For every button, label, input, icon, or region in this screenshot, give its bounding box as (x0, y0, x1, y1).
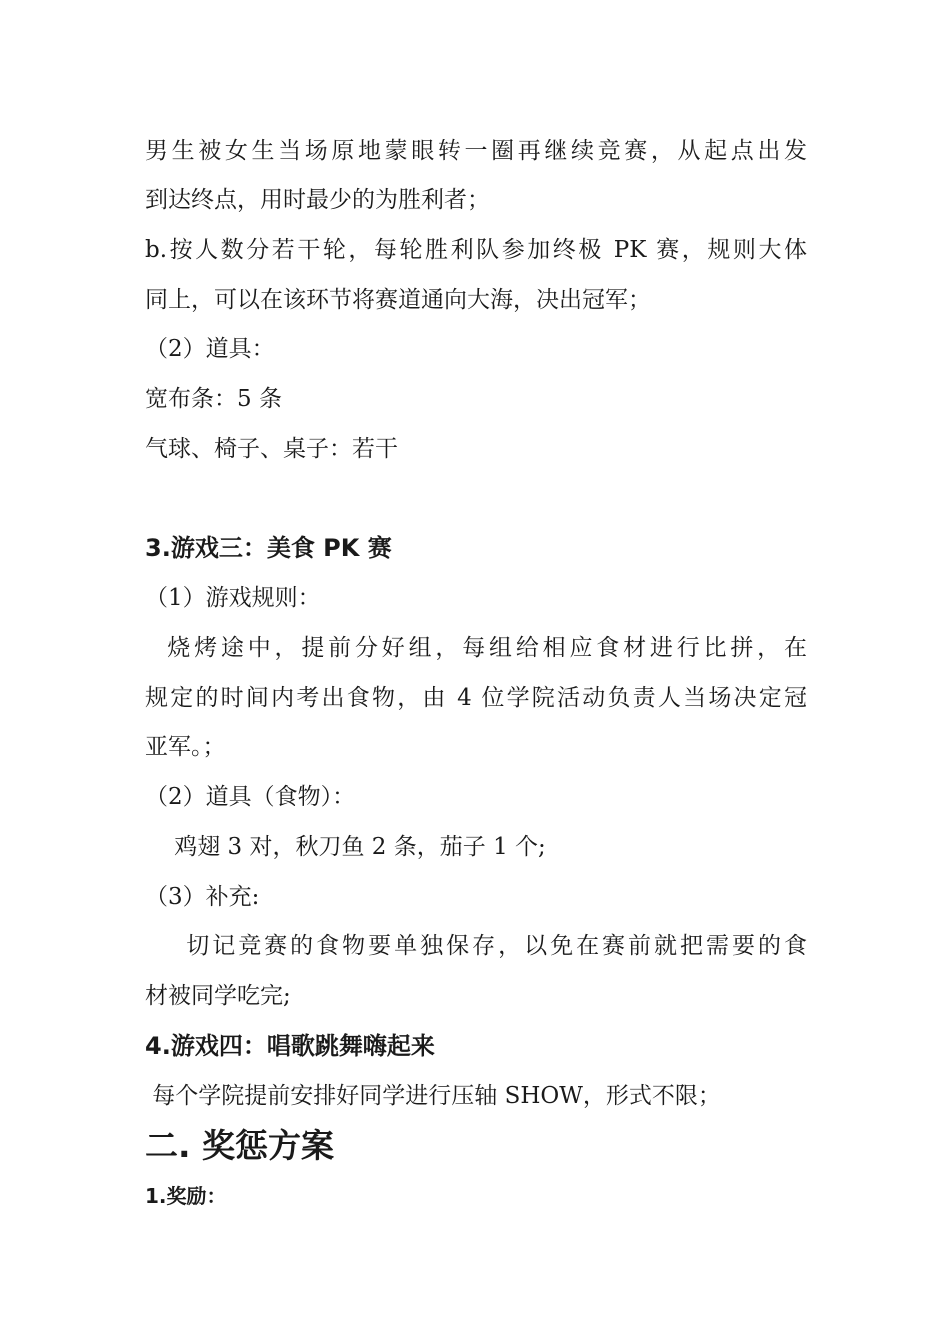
paragraph-line: 男生被女生当场原地蒙眼转一圈再继续竞赛，从起点出发 (145, 138, 807, 164)
list-item: 宽布条：5 条 (145, 386, 282, 412)
subheading: （1）游戏规则： (145, 585, 321, 611)
chapter-heading: 二. 奖惩方案 (145, 1126, 335, 1165)
paragraph-line: 同上，可以在该环节将赛道通向大海，决出冠军； (145, 287, 651, 313)
paragraph-line: 烧烤途中，提前分好组，每组给相应食材进行比拼，在 (145, 635, 807, 661)
subheading: （3）补充: (145, 884, 260, 910)
paragraph-line: 每个学院提前安排好同学进行压轴 SHOW，形式不限； (145, 1083, 721, 1109)
section-heading: 4.游戏四：唱歌跳舞嗨起来 (145, 1032, 435, 1060)
paragraph-line: 亚军。； (145, 734, 226, 760)
paragraph-line: b.按人数分若干轮，每轮胜利队参加终极 PK 赛，规则大体 (145, 237, 807, 263)
list-item: 气球、椅子、桌子：若干 (145, 436, 398, 462)
subheading: （2）道具： (145, 336, 275, 362)
paragraph-line: 材被同学吃完; (145, 983, 291, 1009)
list-item: 鸡翅 3 对，秋刀鱼 2 条，茄子 1 个; (145, 834, 546, 860)
paragraph-line: 规定的时间内考出食物，由 4 位学院活动负责人当场决定冠 (145, 685, 807, 711)
paragraph-line: 切记竞赛的食物要单独保存，以免在赛前就把需要的食 (145, 933, 807, 959)
section-heading: 3.游戏三：美食 PK 赛 (145, 534, 392, 562)
paragraph-line: 到达终点，用时最少的为胜利者； (145, 187, 490, 213)
section-heading: 1.奖励： (145, 1184, 227, 1208)
subheading: （2）道具（食物）： (145, 784, 356, 810)
